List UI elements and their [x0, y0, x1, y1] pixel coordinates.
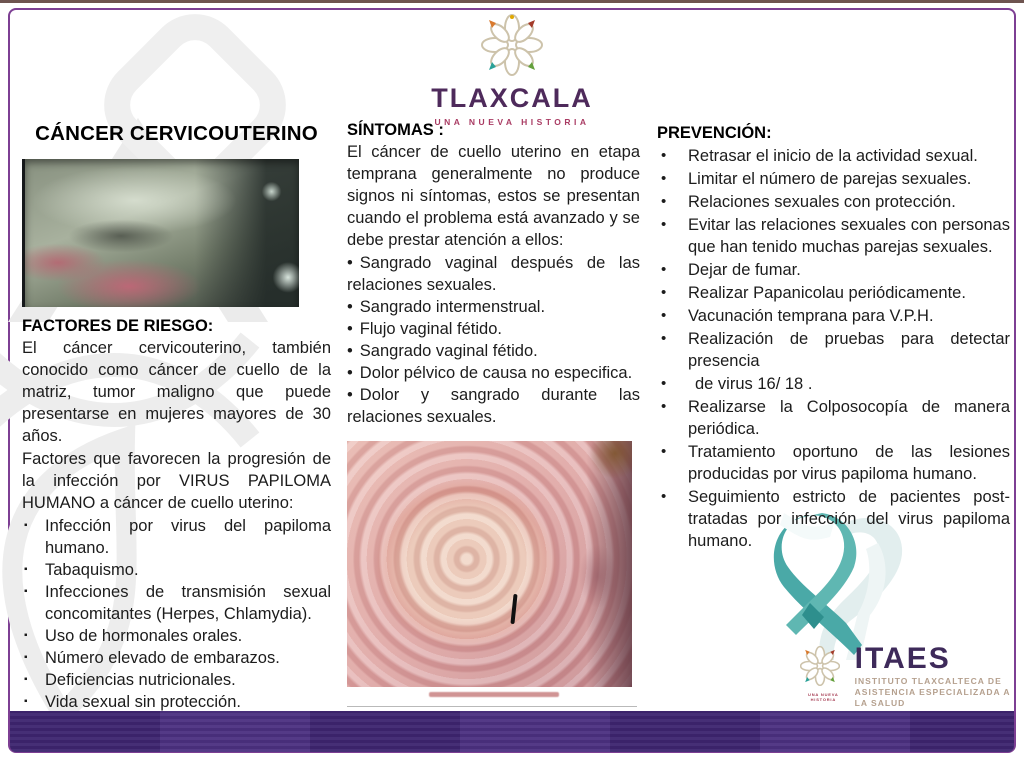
square-bullet-icon: ▪ [24, 564, 28, 575]
right-column [657, 124, 1010, 552]
list-item: • Realizar Papanicolau periódicamente. [657, 282, 1010, 304]
round-bullet-icon: • [661, 375, 667, 392]
list-item: • Vacunación temprana para V.P.H. [657, 305, 1010, 327]
round-bullet-icon: • [347, 386, 353, 404]
round-bullet-icon: • [347, 342, 353, 360]
square-bullet-icon: ▪ [24, 586, 28, 597]
list-item: • Flujo vaginal fétido. [347, 320, 502, 338]
list-item: • Sangrado intermenstrual. [347, 298, 546, 316]
page-title: CÁNCER CERVICOUTERINO [35, 122, 318, 145]
risk-paragraph-1: El cáncer cervicouterino, también conocido como cáncer de cuello de la matriz, tumor maligno que puede presentarse en mujeres mayores de 30 años. [22, 339, 331, 445]
round-bullet-icon: • [661, 193, 667, 210]
list-item: • Dolor pélvico de causa no especifica. [347, 364, 633, 382]
list-item: • Limitar el número de parejas sexuales. [657, 168, 1010, 190]
square-bullet-icon: ▪ [24, 674, 28, 685]
square-bullet-icon: ▪ [24, 520, 28, 531]
round-bullet-icon: • [661, 330, 667, 347]
brand-tagline: UNA NUEVA HISTORIA [434, 117, 590, 127]
list-item: ▪ Infecciones de transmisión sexual concomitantes (Herpes, Chlamydia). [24, 583, 331, 623]
list-item: ▪ Deficiencias nutricionales. [24, 671, 236, 689]
list-item: • Relaciones sexuales con protección. [657, 191, 1010, 213]
header-logo [0, 14, 1024, 127]
itaes-acronym: ITAES [854, 642, 951, 675]
round-bullet-icon: • [661, 170, 667, 187]
list-item: ▪ Tabaquismo. [24, 561, 139, 579]
list-item: • Seguimiento estricto de pacientes post-tratadas por infección del virus papiloma humano. [657, 486, 1010, 552]
list-item: ▪ Uso de hormonales orales. [24, 627, 243, 645]
round-bullet-icon: • [661, 443, 667, 460]
list-item: ▪ Infección por virus del papiloma humano. [24, 517, 331, 557]
left-column [22, 122, 331, 713]
itaes-subtitle-line2: ASISTENCIA ESPECIALIZADA A LA SALUD [854, 687, 1011, 708]
risk-paragraph-2: Factores que favorecen la progresión de la infección por VIRUS PAPILOMA HUMANO a cáncer de cuello uterino: [22, 450, 331, 512]
list-item: • Evitar las relaciones sexuales con personas que han tenido muchas parejas sexuales. [657, 214, 1010, 258]
round-bullet-icon: • [661, 284, 667, 301]
square-bullet-icon: ▪ [24, 652, 28, 663]
annotation-mark [511, 593, 518, 623]
list-item: • Retrasar el inicio de la actividad sexual. [657, 145, 1010, 167]
list-item: • Dejar de fumar. [657, 259, 1010, 281]
itaes-flower-tagline: UNA NUEVA HISTORIA [808, 692, 839, 702]
list-item: ▪ Vida sexual sin protección. [24, 693, 241, 711]
round-bullet-icon: • [347, 364, 353, 382]
round-bullet-icon: • [661, 216, 667, 233]
list-item: • Tratamiento oportuno de las lesiones producidas por virus papiloma humano. [657, 441, 1010, 485]
symptoms-heading: SÍNTOMAS : [347, 121, 444, 139]
list-item: • Dolor y sangrado durante las relaciones sexuales. [347, 386, 640, 426]
brand-name: TLAXCALA [431, 83, 593, 113]
square-bullet-icon: ▪ [24, 696, 28, 707]
round-bullet-icon: • [661, 147, 667, 164]
square-bullet-icon: ▪ [24, 630, 28, 641]
risk-factors-heading: FACTORES DE RIESGO: [22, 317, 214, 335]
list-item: • Realizarse la Colposocopía de manera periódica. [657, 396, 1010, 440]
symptoms-list [347, 252, 640, 428]
symptoms-intro: El cáncer de cuello uterino en etapa temprana generalmente no produce signos ni síntomas, estos se presentan cuando el problema está avanzado y se debe prestar atención a ellos: [347, 143, 640, 249]
tumor-image-caption [429, 692, 559, 697]
round-bullet-icon: • [661, 488, 667, 505]
list-item: • de virus 16/ 18 . [657, 373, 1010, 395]
cervical-tumor-image [347, 441, 632, 687]
footer-band [10, 711, 1014, 752]
itaes-flower-icon [800, 646, 840, 686]
list-item: • Realización de pruebas para detectar presencia [657, 328, 1010, 372]
list-item: • Sangrado vaginal después de las relaciones sexuales. [347, 254, 640, 294]
middle-column [347, 121, 640, 707]
risk-factors-list [22, 515, 331, 713]
prevention-heading: PREVENCIÓN: [657, 124, 772, 142]
round-bullet-icon: • [347, 254, 353, 272]
round-bullet-icon: • [661, 398, 667, 415]
top-edge-strip [0, 0, 1024, 3]
list-item: ▪ Número elevado de embarazos. [24, 649, 280, 667]
colposcopy-image [22, 159, 299, 307]
itaes-subtitle-line1: INSTITUTO TLAXCALTECA DE [854, 676, 1002, 686]
round-bullet-icon: • [347, 298, 353, 316]
list-item: • Sangrado vaginal fétido. [347, 342, 538, 360]
round-bullet-icon: • [347, 320, 353, 338]
round-bullet-icon: • [661, 307, 667, 324]
itaes-logo [800, 644, 1024, 709]
tlaxcala-flower-icon [481, 14, 543, 76]
divider-line [347, 706, 637, 707]
round-bullet-icon: • [661, 261, 667, 278]
prevention-list [657, 145, 1010, 552]
